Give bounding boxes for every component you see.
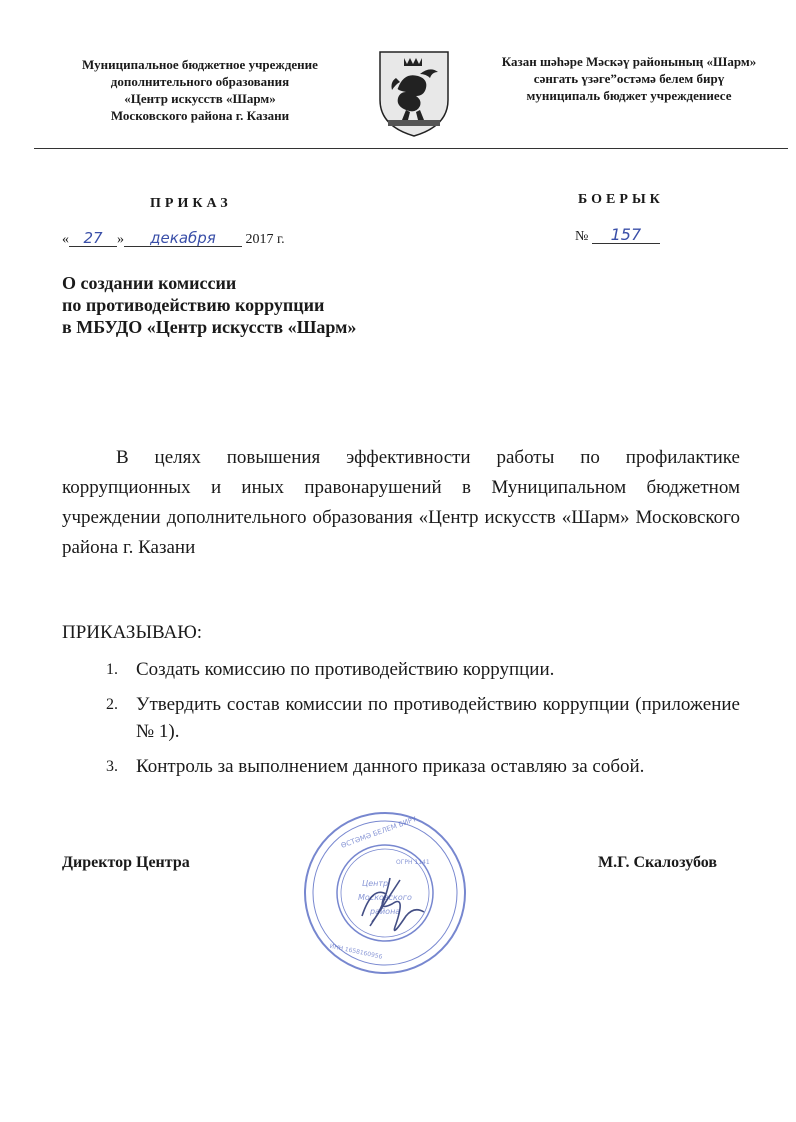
order-title-ru: ПРИКАЗ <box>150 196 232 211</box>
signer-name: М.Г. Скалозубов <box>598 854 718 871</box>
kazan-coat-of-arms-icon <box>376 48 452 138</box>
svg-text:района: района <box>370 907 401 916</box>
svg-text:ИНН 1658160956: ИНН 1658160956 <box>329 942 383 961</box>
order-date <box>62 230 285 248</box>
item-number: 3. <box>106 758 118 775</box>
order-directive: ПРИКАЗЫВАЮ: <box>62 622 203 643</box>
svg-text:ӨСТӘМӘ БЕЛЕМ БИРҮ: ӨСТӘМӘ БЕЛЕМ БИРҮ <box>339 815 418 850</box>
order-items-list <box>106 656 740 788</box>
item-number: 1. <box>106 661 118 678</box>
subject-line: по противодействию коррупции <box>62 295 325 315</box>
date-year: 2017 г. <box>245 232 285 247</box>
header-divider <box>34 148 788 149</box>
item-text: Утвердить состав комиссии по противодействию коррупции (приложение № 1). <box>136 694 740 742</box>
order-number <box>575 226 660 245</box>
header-line: сәнгать үзәге”остәмә белем бирү <box>533 71 725 86</box>
subject-line: в МБУДО «Центр искусств «Шарм» <box>62 317 357 337</box>
header-line: Казан шәһәре Мәскәү районының «Шарм» <box>501 54 757 69</box>
list-item <box>106 656 740 683</box>
item-text: Контроль за выполнением данного приказа оставляю за собой. <box>136 756 645 777</box>
order-title-tt: БОЕРЫК <box>578 192 664 207</box>
number-label: № <box>575 229 589 244</box>
header-org-name-tt <box>470 53 788 104</box>
item-number: 2. <box>106 696 118 713</box>
subject-line: О создании комиссии <box>62 273 237 293</box>
svg-text:ОГРН 1141: ОГРН 1141 <box>396 859 430 866</box>
list-item <box>106 691 740 745</box>
item-text: Создать комиссию по противодействию коррупции. <box>136 659 555 680</box>
header-line: дополнительного образования <box>110 74 290 89</box>
list-item <box>106 753 740 780</box>
header-org-name-ru <box>40 56 360 124</box>
date-month: декабря <box>124 230 242 247</box>
number-value: 157 <box>592 226 660 244</box>
round-seal-stamp <box>300 808 470 978</box>
header-line: Муниципальное бюджетное учреждение <box>82 57 318 72</box>
order-subject <box>62 272 482 338</box>
preamble-paragraph: В целях повышения эффективности работы по профилактике коррупционных и иных правонарушений в Муниципальном бюджетном учреждении дополнительного образования «Центр искусств «Шарм» Московского района г. Казани <box>62 447 740 558</box>
header-line: «Центр искусств «Шарм» <box>124 91 276 106</box>
svg-text:Центр: Центр <box>362 879 389 888</box>
date-close-quote: » <box>117 232 124 247</box>
date-day: 27 <box>69 230 117 247</box>
date-open-quote: « <box>62 232 69 247</box>
header-line: Московского района г. Казани <box>110 108 290 123</box>
header-line: муниципаль бюджет учреждениесе <box>526 88 732 103</box>
signer-position: Директор Центра <box>62 854 190 871</box>
svg-text:Московского: Московского <box>358 893 412 902</box>
